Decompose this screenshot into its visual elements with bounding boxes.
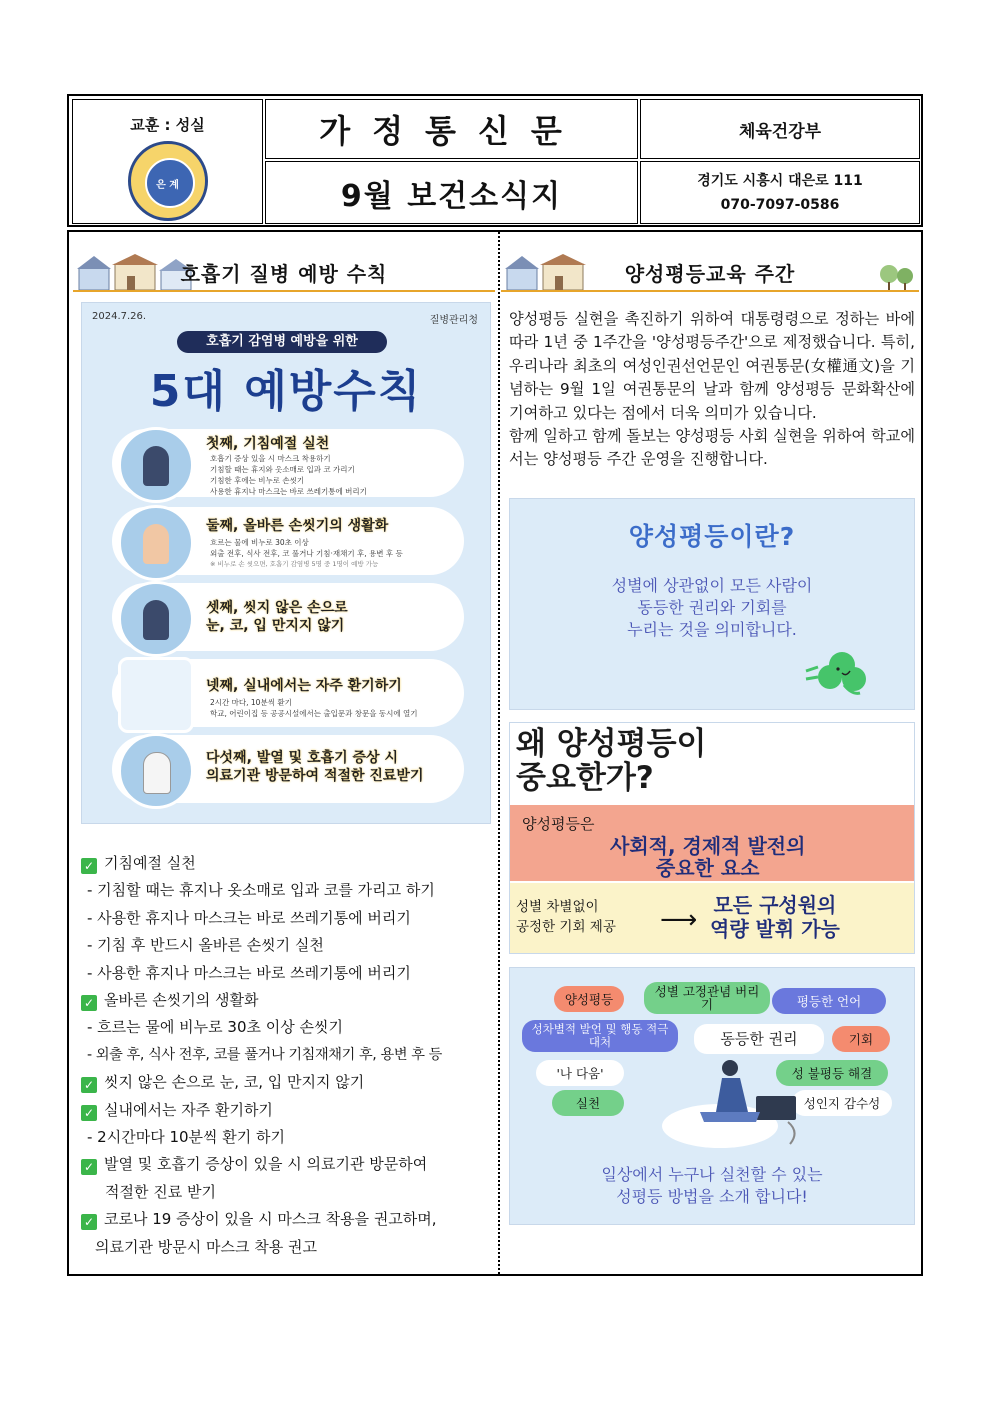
right-section-header <box>501 246 919 292</box>
card2-heading-line: 중요한가? <box>516 760 654 796</box>
rule-5-title-line1: 다섯째, 발열 및 호흡기 증상 시 <box>206 750 398 766</box>
newsletter-header <box>67 94 923 227</box>
cough-illustration <box>118 427 194 503</box>
tag: 기회 <box>832 1026 890 1052</box>
arrow-right-icon: ⟶ <box>660 905 698 935</box>
handwash-illustration <box>118 505 194 581</box>
rule-1-line: 호흡기 증상 있을 시 마스크 착용하기 <box>210 454 331 463</box>
checklist-subitem: - 2시간마다 10분씩 환기 하기 <box>87 1128 286 1147</box>
tag: 성차별적 발언 및 행동 적극 대처 <box>522 1020 678 1052</box>
card1-line: 성별에 상관없이 모든 사람이 <box>611 576 813 595</box>
card2-yellow-left <box>516 897 616 937</box>
person-laptop-illustration <box>660 1056 810 1152</box>
checklist-subitem: - 흐르는 물에 비누로 30초 이상 손씻기 <box>87 1018 343 1037</box>
gender-equality-intro <box>509 308 915 472</box>
card2-pink-band <box>510 805 914 881</box>
rule-2-line: 흐르는 물에 비누로 30초 이상 <box>210 538 309 547</box>
right-section-title: 양성평등교육 주간 <box>624 262 796 286</box>
rule-5-title-line2: 의료기관 방문하여 적절한 진료받기 <box>206 768 424 784</box>
card1-heading: 양성평등이란? <box>628 522 796 551</box>
school-logo <box>128 141 208 221</box>
face-touch-illustration <box>118 581 194 657</box>
checklist-item: ✓ 발열 및 호흡기 증상이 있을 시 의료기관 방문하여 <box>81 1151 495 1178</box>
why-gender-equality-card <box>509 722 915 954</box>
checklist-item: ✓ 코로나 19 증상이 있을 시 마스크 착용을 권고하며, <box>81 1206 495 1233</box>
checklist-item: ✓ 기침예절 실천 <box>81 850 495 877</box>
checklist-subitem: - 기침할 때는 휴지나 옷소매로 입과 코를 가리고 하기 <box>87 881 435 900</box>
prevention-checklist <box>81 850 495 1261</box>
checklist-item: ✓ 씻지 않은 손으로 눈, 코, 입 만지지 않기 <box>81 1069 495 1096</box>
rule-5-title <box>206 749 423 785</box>
rule-2-note: ※ 비누로 손 씻으면, 호흡기 감염병 5명 중 1명이 예방 가능 <box>210 560 379 568</box>
checklist-item: ✓ 실내에서는 자주 환기하기 <box>81 1097 495 1124</box>
card3-footer-line: 성평등 방법을 소개 합니다! <box>616 1187 808 1206</box>
card2-yellow-line: 역량 발휘 가능 <box>710 917 840 941</box>
rule-3-title-line2: 눈, 코, 입 만지지 않기 <box>206 618 345 634</box>
poster-agency: 질병관리청 <box>429 315 478 326</box>
poster-subtitle: 호흡기 감염병 예방을 위한 <box>177 331 387 353</box>
check-icon: ✓ <box>81 1159 97 1175</box>
tag: 양성평등 <box>554 986 624 1012</box>
card2-pink-main <box>610 835 805 879</box>
tag: 성별 고정관념 버리기 <box>644 982 770 1014</box>
card2-yellow-line: 공정한 기회 제공 <box>516 919 616 935</box>
checklist-subitem: - 사용한 휴지나 마스크는 바로 쓰레기통에 버리기 <box>87 963 411 982</box>
card3-footer <box>510 1164 914 1208</box>
address: 경기도 시흥시 대은로 111 <box>697 172 863 189</box>
logo-text: 은 계 <box>156 180 179 191</box>
checklist-continuation: 적절한 진료 받기 <box>105 1182 216 1201</box>
gender-equality-definition-card <box>509 498 915 710</box>
gender-equality-practice-card <box>509 967 915 1225</box>
prevention-poster <box>81 302 491 824</box>
card3-footer-line: 일상에서 누구나 실천할 수 있는 <box>601 1165 823 1184</box>
card2-heading-line: 왜 양성평등이 <box>516 726 707 762</box>
tag: 성인지 감수성 <box>792 1090 892 1116</box>
checklist-continuation: 의료기관 방문시 마스크 착용 권고 <box>95 1237 317 1256</box>
newsletter-subtitle: 9월 보건소식지 <box>265 161 638 224</box>
poster-title: 5대 예방수칙 <box>149 366 423 417</box>
rule-1-line: 기침할 때는 휴지와 옷소매로 입과 코 가리기 <box>210 465 355 474</box>
tag: 동등한 권리 <box>694 1024 824 1054</box>
clover-icon <box>804 649 874 695</box>
rule-2-title: 둘째, 올바른 손씻기의 생활화 <box>206 518 389 534</box>
card2-yellow-line: 성별 차별없이 <box>516 899 599 915</box>
newsletter-title: 가정통신문 <box>265 99 638 159</box>
checklist-subitem: - 기침 후 반드시 올바른 손씻기 실천 <box>87 936 324 955</box>
tag: 실천 <box>552 1090 624 1116</box>
intro-paragraph-2: 함께 일하고 함께 돌보는 양성평등 사회 실현을 위하여 학교에서는 양성평등 주간 운영을 진행합니다. <box>509 427 915 469</box>
card2-heading <box>516 727 706 795</box>
card1-line: 누리는 것을 의미합니다. <box>627 620 797 639</box>
window-illustration <box>118 657 194 733</box>
motto-cell <box>72 99 263 224</box>
rule-1-line: 기침한 후에는 비누로 손씻기 <box>210 476 305 485</box>
left-section-title: 호흡기 질병 예방 수칙 <box>180 262 388 286</box>
card2-yellow-line: 모든 구성원의 <box>713 893 837 917</box>
rule-3-title <box>206 599 348 635</box>
tag: '나 다움' <box>536 1060 624 1086</box>
school-motto: 교훈 : 성실 <box>130 116 205 134</box>
checklist-subitem: - 사용한 휴지나 마스크는 바로 쓰레기통에 버리기 <box>87 908 411 927</box>
tag: 평등한 언어 <box>772 988 886 1014</box>
card2-pink-lead: 양성평등은 <box>522 815 595 833</box>
rule-1-title: 첫째, 기침예절 실천 <box>206 436 330 452</box>
rule-4-line: 2시간 마다, 10분씩 환기 <box>210 698 292 707</box>
poster-date: 2024.7.26. <box>92 311 147 322</box>
check-icon: ✓ <box>81 995 97 1011</box>
phone: 070-7097-0586 <box>720 196 840 213</box>
rule-3-title-line1: 셋째, 씻지 않은 손으로 <box>206 600 348 616</box>
rule-2-line: 외출 전후, 식사 전후, 코 풀거나 기침·재채기 후, 용변 후 등 <box>210 549 403 558</box>
card1-text <box>510 575 914 641</box>
main-content <box>67 230 923 1276</box>
check-icon: ✓ <box>81 1105 97 1121</box>
card2-yellow-band <box>510 883 914 953</box>
checklist-item: ✓ 올바른 손씻기의 생활화 <box>81 987 495 1014</box>
card1-line: 동등한 권리와 기회를 <box>637 598 787 617</box>
department: 체육건강부 <box>640 99 920 159</box>
doctor-illustration <box>118 733 194 809</box>
check-icon: ✓ <box>81 1214 97 1230</box>
column-divider <box>498 232 500 1274</box>
card2-yellow-right <box>710 893 840 941</box>
card2-pink-line: 사회적, 경제적 발전의 <box>610 834 806 858</box>
left-section-header <box>73 246 495 292</box>
card2-pink-line: 중요한 요소 <box>655 856 760 880</box>
rule-4-line: 학교, 어린이집 등 공공시설에서는 출입문과 창문을 동시에 열기 <box>210 709 418 718</box>
tag: 성 불평등 해결 <box>776 1060 888 1086</box>
rule-1-line: 사용한 휴지나 마스크는 바로 쓰레기통에 버리기 <box>210 487 367 496</box>
check-icon: ✓ <box>81 858 97 874</box>
contact-info <box>640 161 920 224</box>
rule-4-title: 넷째, 실내에서는 자주 환기하기 <box>206 678 402 694</box>
check-icon: ✓ <box>81 1077 97 1093</box>
checklist-subitem: - 외출 후, 식사 전후, 코를 풀거나 기침재채기 후, 용변 후 등 <box>87 1046 442 1063</box>
intro-paragraph-1: 양성평등 실현을 촉진하기 위하여 대통령령으로 정하는 바에 따라 1년 중 1주간을 '양성평등주간'으로 제정했습니다. 특히, 우리나라 최초의 여성인권선언문인 여권통문(女權通文)을 기념하는 9월 1일 여권통문의 날과 함께 양성평등 문화확산에 기여하고 있다는 점에서 더욱 의미가 있습니다. <box>509 310 915 422</box>
